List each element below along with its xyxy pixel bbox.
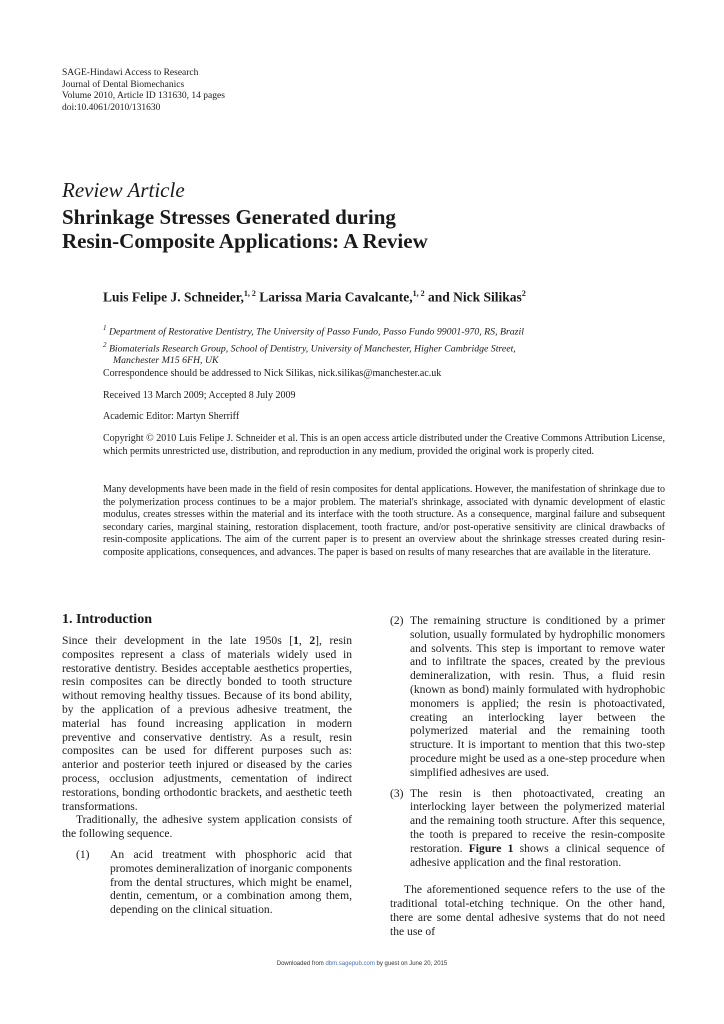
ref-2[interactable]: 2 bbox=[309, 634, 316, 647]
doi-line: doi:10.4061/2010/131630 bbox=[62, 102, 161, 113]
affiliation-2: $^2$ Biomaterials Research Group, School of Dentistry, University of Manchester, Higher Cambridge Street, bbox=[103, 340, 516, 354]
affiliation-2-cont: Manchester M15 6FH, UK bbox=[113, 355, 219, 367]
academic-editor: Academic Editor: Martyn Sherriff bbox=[103, 411, 240, 422]
correspondence-email[interactable]: nick.silikas@manchester.ac.uk bbox=[317, 368, 442, 379]
author-2: Larissa Maria Cavalcante, bbox=[255, 289, 413, 305]
journal-name: Journal of Dental Biomechanics bbox=[62, 79, 185, 90]
affiliation-1: $^1$ Department of Restorative Dentistry, The University of Passo Fundo, Passo Fundo 99001-970, RS, Brazil bbox=[103, 324, 524, 338]
list-text: An acid treatment with phosphoric acid that promotes demineralization of inorganic components from the dental structures, which might be enamel, dentin, cementum, or a combination among them, depending on the clinical situation. bbox=[110, 847, 352, 917]
received-dates: Received 13 March 2009; Accepted 8 July 2009 bbox=[103, 390, 296, 401]
left-column bbox=[62, 634, 352, 917]
footer-link[interactable]: dbm.sagepub.com bbox=[325, 961, 375, 967]
author-2-affil: 1, 2 bbox=[412, 289, 425, 298]
list-text: The resin is then photoactivated, creating an interlocking layer between the polymerized material and the remaining tooth structure. After this sequence, the tooth is prepared to receive the resin-composite restoration. Figure 1 shows a clinical sequence of adhesive application and the final restoration. bbox=[410, 786, 665, 869]
title-line-1: Shrinkage Stresses Generated during bbox=[62, 205, 396, 229]
article-type: Review Article bbox=[62, 178, 185, 202]
download-footer: Downloaded from dbm.sagepub.com by guest on June 20, 2015 bbox=[276, 961, 448, 967]
title-line-2: Resin-Composite Applications: A Review bbox=[62, 229, 428, 253]
list-text: The remaining structure is conditioned by a primer solution, usually formulated by hydrophilic monomers and solvents. This step is important to remove water and to infiltrate the spaces, created by the previous demineralization, with resin. Thus, a fluid resin (known as bond) mainly formulated with hydrophobic monomers is applied; the resin is photoactivated, creating an interlocking layer between the polymerized material and the remaining tooth structure. It is important to mention that this two-step procedure might be used as a one-step procedure when simplified adhesives are used. bbox=[410, 614, 665, 779]
article-title bbox=[62, 205, 428, 253]
affiliations bbox=[103, 322, 563, 368]
publisher-line: SAGE-Hindawi Access to Research bbox=[62, 68, 199, 78]
section-heading: 1. Introduction bbox=[62, 612, 152, 627]
intro-paragraph-2: Traditionally, the adhesive system application consists of the following sequence. bbox=[62, 813, 352, 841]
figure-1-link[interactable]: Figure 1 bbox=[468, 841, 514, 855]
author-list bbox=[103, 289, 526, 306]
list-number: (2) bbox=[390, 614, 404, 627]
copyright-notice: Copyright © 2010 Luis Felipe J. Schneider et al. This is an open access article distributed under the Creative Commons Attribution License, which permits unrestricted use, distribution, and reproduction in any medium, provided the original work is properly cited. bbox=[103, 433, 665, 457]
list-number: (1) bbox=[76, 847, 90, 861]
list-item-3 bbox=[390, 787, 665, 870]
correspondence: Correspondence should be addressed to Nick Silikas, nick.silikas@manchester.ac.uk bbox=[103, 368, 442, 379]
author-3-affil: 2 bbox=[521, 289, 526, 298]
paragraph-after-list: The aforementioned sequence refers to the use of the traditional total-etching technique. On the other hand, there are some dental adhesive systems that do not need the use of bbox=[390, 883, 665, 938]
list-number: (3) bbox=[390, 786, 404, 800]
abstract: Many developments have been made in the field of resin composites for dental applications. However, the manifestation of shrinkage due to the polymerization process continues to be a major problem. The material's shrinkage, associated with dynamic development of elastic modulus, creates stresses within the material and its interface with the tooth structure. As a consequence, marginal failure and subsequent secondary caries, marginal staining, restoration displacement, tooth fracture, and/or post-operative sensitivity are clinical drawbacks of resin-composite applications. The aim of the current paper is to present an overview about the shrinkage stresses created during resin-composite applications, consequences, and advances. The paper is based on results of many researches that are available in the literature. bbox=[103, 484, 665, 558]
author-3: and Nick Silikas bbox=[424, 289, 522, 305]
list-item-1 bbox=[62, 848, 352, 917]
ref-1[interactable]: 1 bbox=[293, 634, 299, 647]
journal-header bbox=[62, 68, 225, 114]
list-item-2 bbox=[390, 614, 665, 780]
author-1: Luis Felipe J. Schneider, bbox=[103, 289, 244, 305]
right-column bbox=[390, 614, 665, 939]
intro-paragraph-1: Since their development in the late 1950s [1, 2], resin composites represent a class of materials widely used in restorative dentistry. Besides acceptable aesthetics properties, resin composites can be directly bonded to tooth structure without removing healthy tissues. Because of its bond ability, by the application of a previous adhesive treatment, the material has found increasing application in modern preventive and conservative dentistry. As a result, resin composites can be used for different purposes such as: anterior and posterior teeth injured or diseased by the caries process, occlusion adjustments, cementation of indirect restorations, bonding orthodontic brackets, and aesthetic teeth transformations. bbox=[62, 634, 352, 813]
volume-line: Volume 2010, Article ID 131630, 14 pages bbox=[62, 91, 225, 102]
author-1-affil: 1, 2 bbox=[243, 289, 256, 298]
